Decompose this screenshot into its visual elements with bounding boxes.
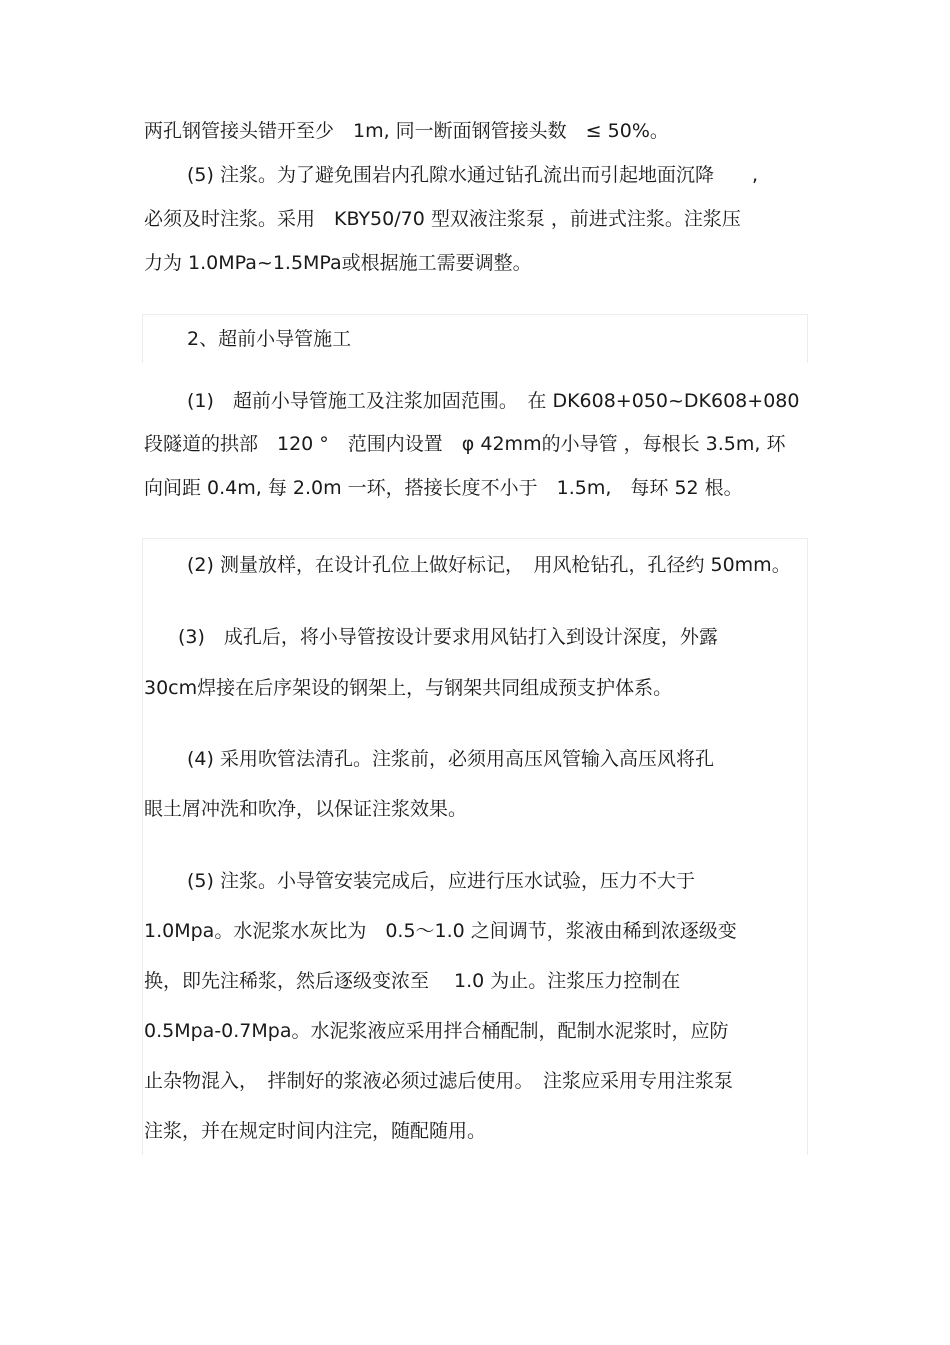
text-line: 向间距 0.4m, 每 2.0m 一环，搭接长度不小于 1.5m, 每环 52 根。 [144,477,743,499]
text-line: 两孔钢管接头错开至少 1m, 同一断面钢管接头数 ≤ 50%。 [144,120,669,142]
text-line: (5) 注浆。为了避免围岩内孔隙水通过钻孔流出而引起地面沉降 , [187,164,758,186]
section-heading: 2、超前小导管施工 [187,328,352,350]
text-line: 换，即先注稀浆，然后逐级变浓至 1.0 为止。注浆压力控制在 [144,970,681,992]
text-line: (3) 成孔后，将小导管按设计要求用风钻打入到设计深度，外露 [178,626,718,648]
text-line: (4) 采用吹管法清孔。注浆前，必须用高压风管输入高压风将孔 [187,748,714,770]
text-line: 必须及时注浆。采用 KBY50/70 型双液注浆泵 ，前进式注浆。注浆压 [144,208,741,230]
text-line: 注浆，并在规定时间内注完，随配随用。 [144,1120,487,1142]
text-line: 30cm焊接在后序架设的钢架上，与钢架共同组成预支护体系。 [144,677,673,699]
text-line: 力为 1.0MPa~1.5MPa或根据施工需要调整。 [144,252,532,274]
text-line: 0.5Mpa-0.7Mpa。水泥浆液应采用拌合桶配制，配制水泥浆时，应防 [144,1020,729,1042]
text-line: 段隧道的拱部 120 ° 范围内设置 φ 42mm的小导管 ，每根长 3.5m, 环 [144,433,786,455]
text-line: (2) 测量放样，在设计孔位上做好标记， 用风枪钻孔，孔径约 50mm。 [187,554,791,576]
text-line: (1) 超前小导管施工及注浆加固范围。 在 DK608+050~DK608+080 [187,390,800,412]
text-line: 止杂物混入， 拌制好的浆液必须过滤后使用。 注浆应采用专用注浆泵 [144,1070,734,1092]
text-line: 眼土屑冲洗和吹净，以保证注浆效果。 [144,798,468,820]
text-line: (5) 注浆。小导管安装完成后，应进行压水试验，压力不大于 [187,870,695,892]
text-line: 1.0Mpa。水泥浆水灰比为 0.5～1.0 之间调节，浆液由稀到浓逐级变 [144,920,737,942]
